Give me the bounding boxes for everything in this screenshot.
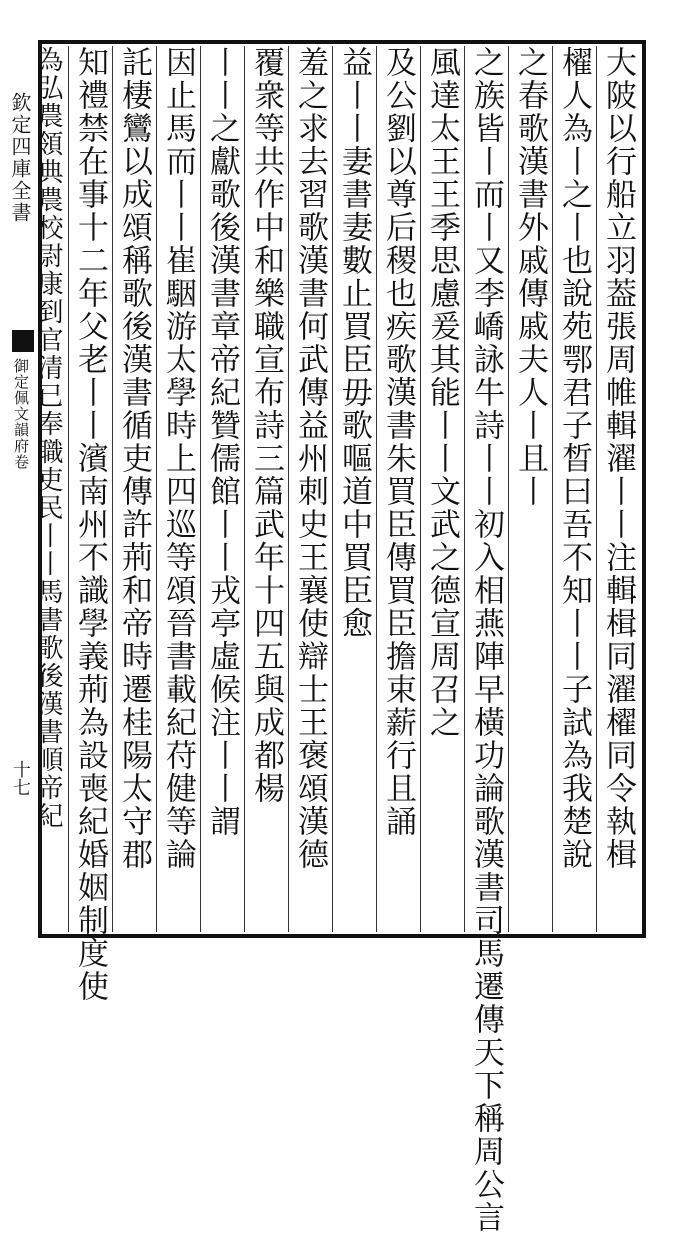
text-column: 羞之求去習歌漢書何武傳益州刺史王襄使辯士王褒頌漢德	[288, 46, 332, 932]
page-number: 十七	[10, 760, 31, 796]
text-column: 之春歌漢書外戚傳戚夫人丨且丨	[508, 46, 552, 932]
text-column: 益丨丨妻書妻數止買臣毋歌嘔道中買臣愈	[332, 46, 376, 932]
volume-title: 御定佩文韻府卷	[12, 358, 30, 470]
book-title: 欽定四庫全書	[8, 92, 32, 224]
text-column: 託棲鸞以成頌稱歌後漢書循吏傳許荊和帝時遷桂陽太守郡	[112, 46, 156, 932]
text-column: 為弘農領典農校尉康到官清已奉職吏民丨丨馬書歌後漢書順帝紀	[33, 46, 63, 830]
text-column: 因止馬而丨丨崔駰游太學時上四巡等頌晉書載紀苻健等論	[156, 46, 200, 932]
text-column: 櫂人為丨之丨也說苑鄂君子晳曰吾不知丨丨子試為我楚說	[552, 46, 596, 932]
text-column: 丨丨之獻歌後漢書章帝紀贊儒館丨丨戎亭虛候注丨丨謂	[200, 46, 244, 932]
text-column: 大陂以行船立羽葢張周帷輯濯丨丨注輯楫同濯櫂同令執楫	[596, 46, 640, 932]
text-column: 覆衆等共作中和樂職宣布詩三篇武年十四五與成都楊	[244, 46, 288, 932]
text-column: 風達太王王季思慮爰其能丨丨文武之德宣周召之	[420, 46, 464, 932]
text-column: 知禮禁在事十二年父老丨丨濱南州不識學義荊為設喪紀婚姻制度使	[68, 46, 112, 932]
text-column: 之族皆丨而丨又李嶠詠牛詩丨丨初入相燕陣早橫功論歌漢書司馬遷傳天下稱周公言	[464, 46, 508, 932]
text-column: 及公劉以尊后稷也疾歌漢書朱買臣傳買臣擔束薪行且誦	[376, 46, 420, 932]
